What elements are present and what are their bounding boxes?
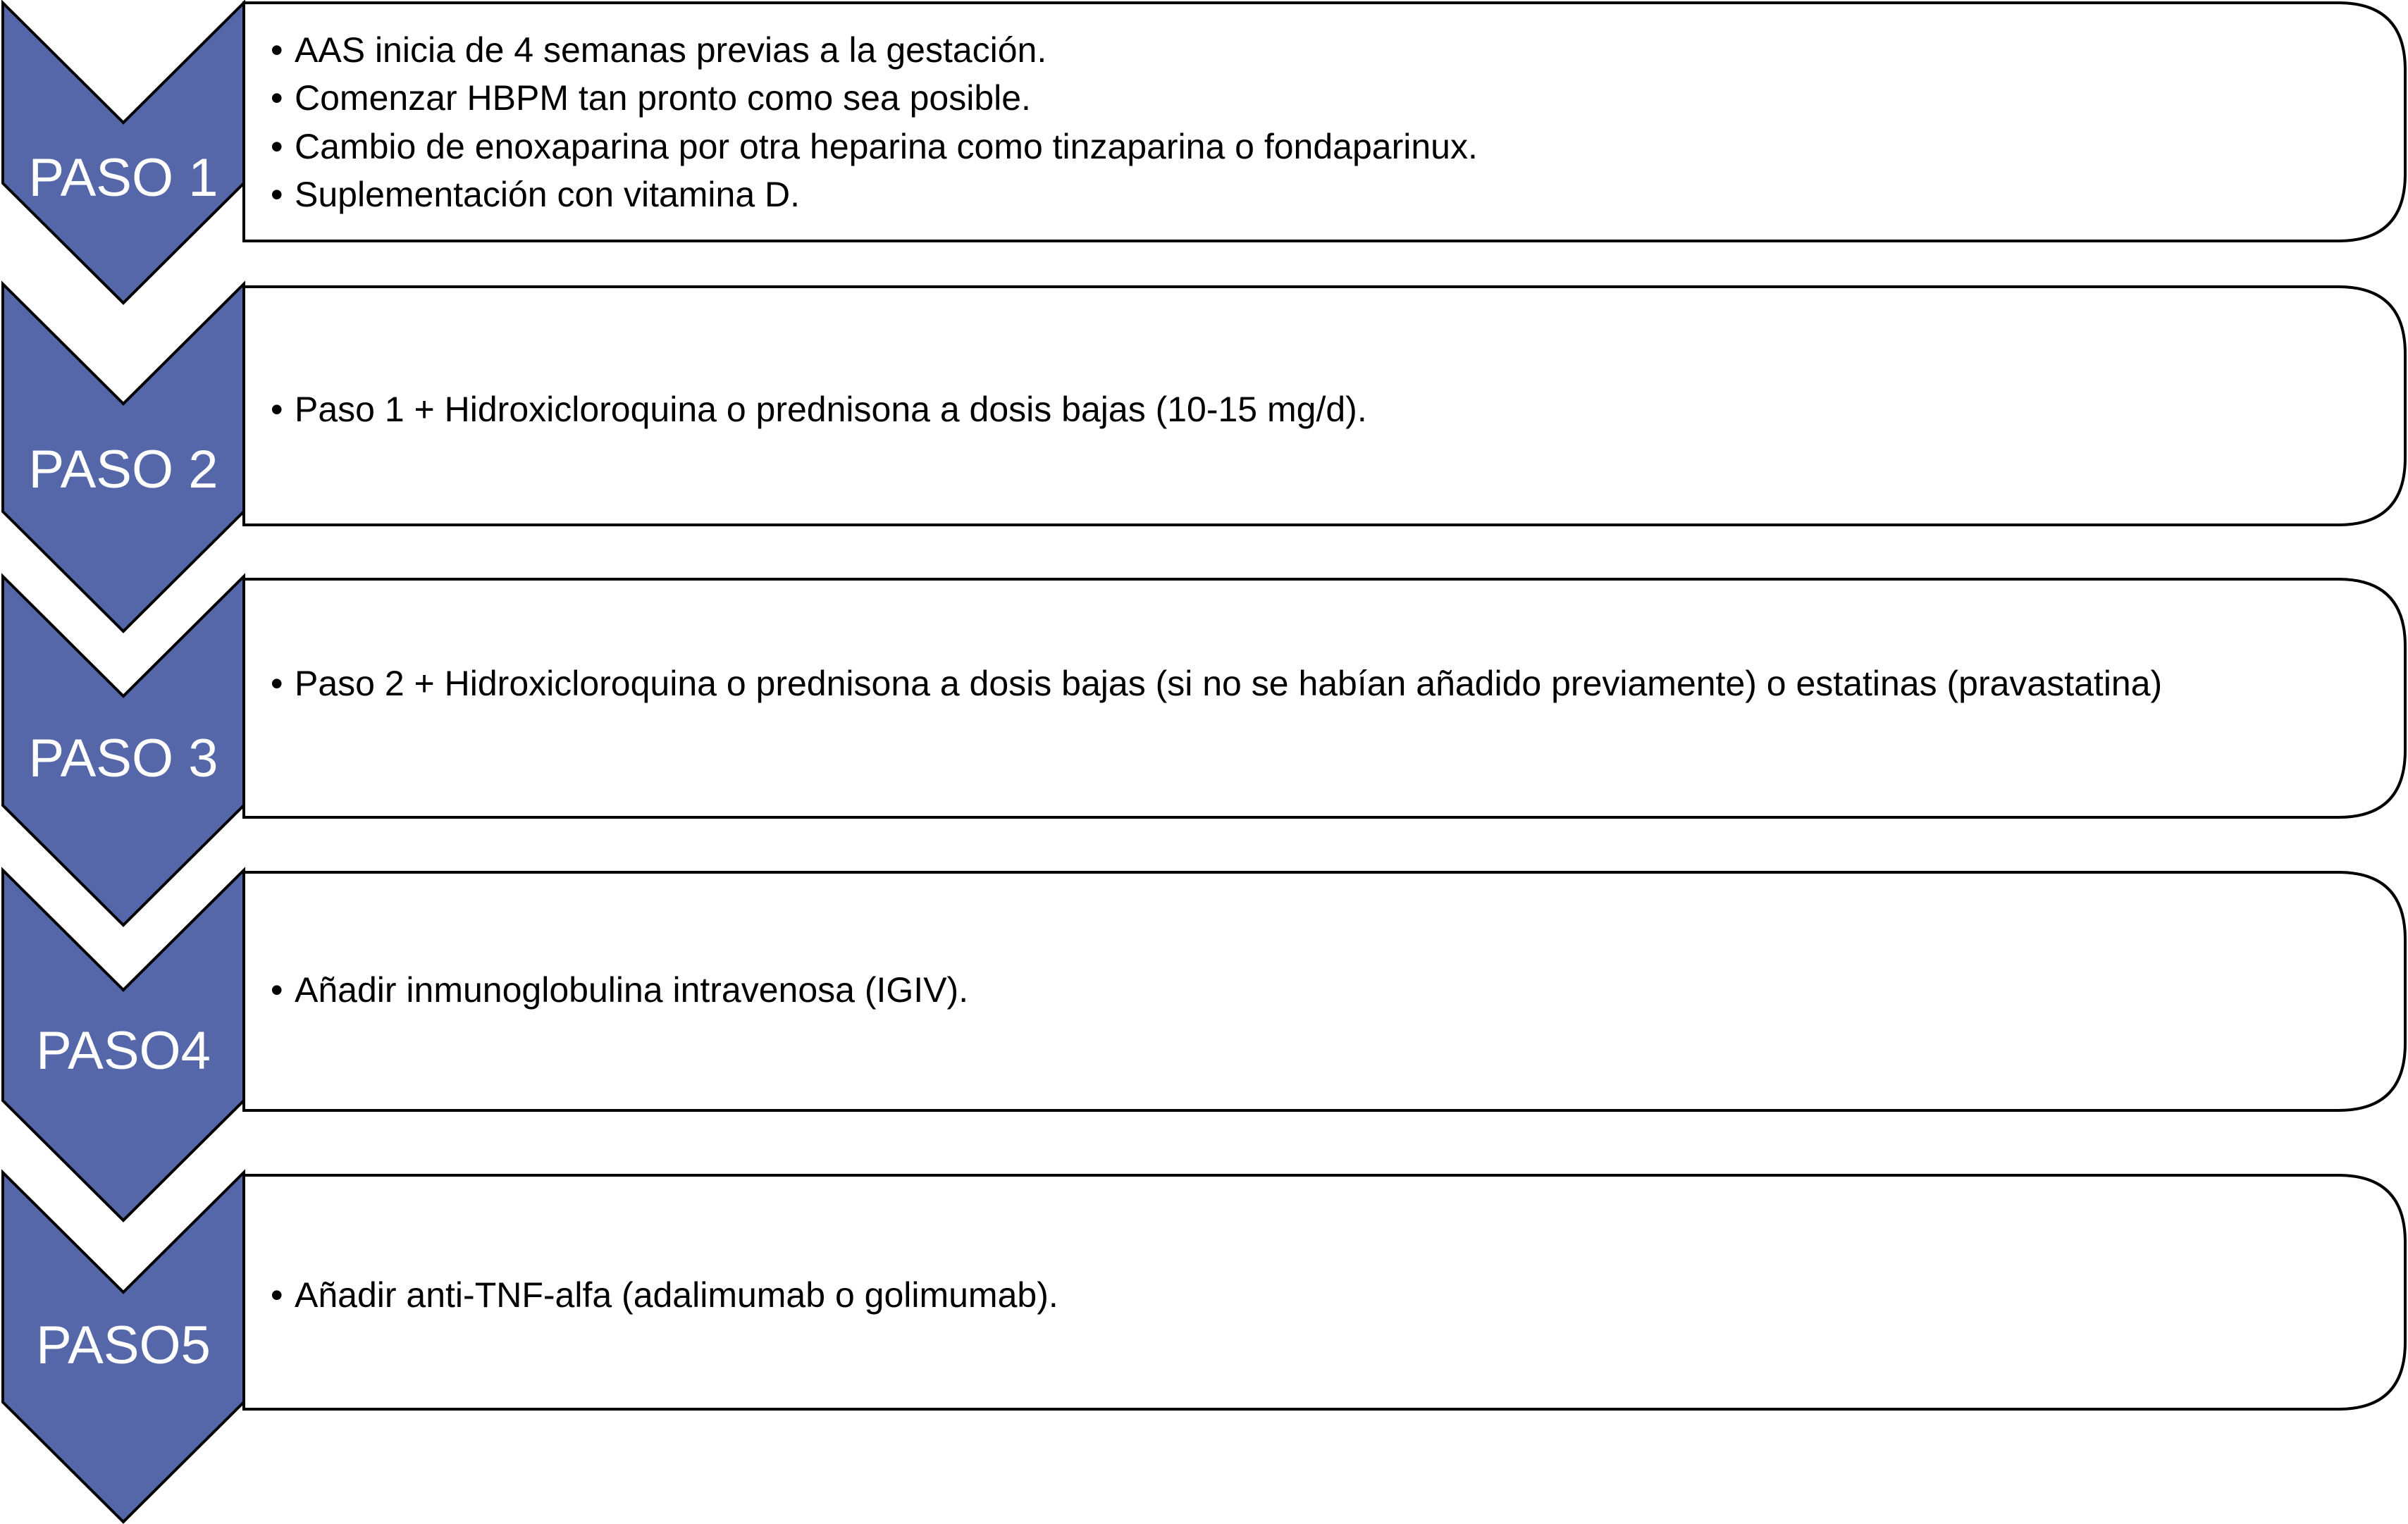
step-2-item-1: Paso 1 + Hidroxicloroquina o prednisona a dosis bajas (10-15 mg/d).	[295, 390, 1367, 430]
bullet-icon: •	[271, 30, 283, 70]
step-label-4: PASO4	[36, 1021, 211, 1082]
step-label-2: PASO 2	[28, 440, 218, 500]
bullet-icon: •	[271, 175, 283, 215]
bullet-icon: •	[271, 664, 283, 704]
bullet-icon: •	[271, 1275, 283, 1315]
step-5-item-1: Añadir anti-TNF-alfa (adalimumab o golimumab).	[295, 1275, 1058, 1315]
step-3-item-1: Paso 2 + Hidroxicloroquina o prednisona a dosis bajas (si no se habían añadido previamente) o estatinas (pravastatina)	[295, 664, 2163, 704]
step-1-item-3: Cambio de enoxaparina por otra heparina como tinzaparina o fondaparinux.	[295, 127, 1478, 167]
step-label-1: PASO 1	[28, 148, 218, 209]
bullet-icon: •	[271, 78, 283, 118]
step-label-3: PASO 3	[28, 729, 218, 789]
step-1-item-4: Suplementación con vitamina D.	[295, 175, 801, 215]
step-1-item-1: AAS inicia de 4 semanas previas a la gestación.	[295, 30, 1047, 70]
step-label-5: PASO5	[36, 1315, 211, 1376]
step-4-item-1: Añadir inmunoglobulina intravenosa (IGIV).	[295, 970, 969, 1010]
bullet-icon: •	[271, 970, 283, 1010]
bullet-icon: •	[271, 127, 283, 167]
step-1-item-2: Comenzar HBPM tan pronto como sea posible.	[295, 78, 1031, 118]
bullet-icon: •	[271, 390, 283, 430]
